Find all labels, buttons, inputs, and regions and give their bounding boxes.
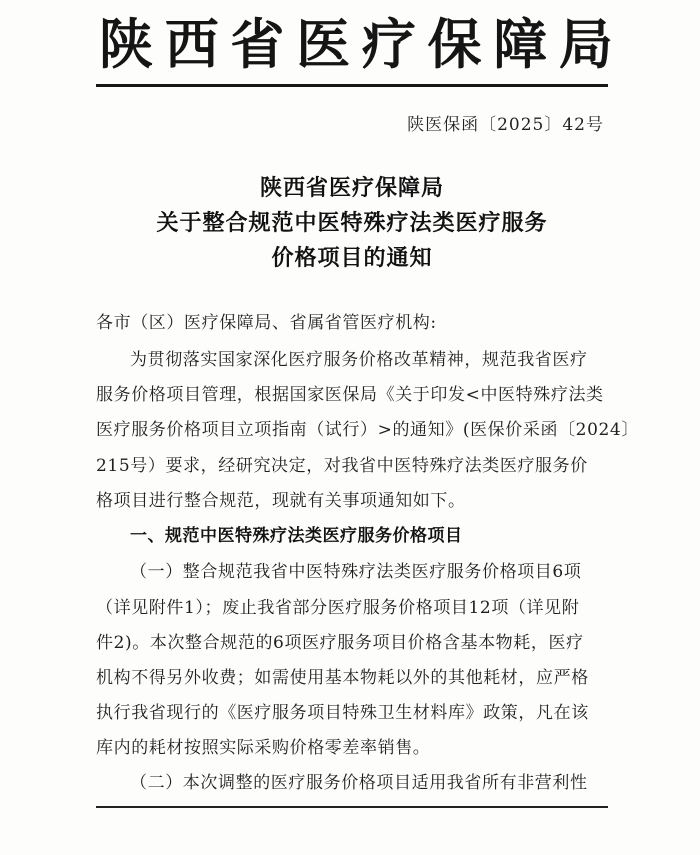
paragraph-2-line: （详见附件1）；废止我省部分医疗服务价格项目12项（详见附 xyxy=(96,598,580,618)
letterhead-divider xyxy=(96,84,608,87)
document-number: 陕医保函〔2025〕42号 xyxy=(407,115,604,135)
letterhead-char: 局 xyxy=(558,12,613,76)
paragraph-2-line: 库内的耗材按照实际采购价格零差率销售。 xyxy=(96,738,431,758)
letterhead-char: 医 xyxy=(296,12,351,76)
letterhead-char: 陕 xyxy=(99,12,153,76)
section-1-heading: 一、规范中医特殊疗法类医疗服务价格项目 xyxy=(130,526,463,546)
paragraph-1-line: 为贯彻落实国家深化医疗服务价格改革精神，规范我省医疗 xyxy=(130,350,588,370)
title-line-3: 价格项目的通知 xyxy=(271,246,433,271)
agency-letterhead xyxy=(96,8,616,80)
letterhead-char: 障 xyxy=(493,12,548,76)
paragraph-2-line: （一）整合规范我省中医特殊疗法类医疗服务价格项目6项 xyxy=(130,562,582,582)
paragraph-1-line: 215号）要求，经研究决定，对我省中医特殊疗法类医疗服务价 xyxy=(96,456,588,476)
letterhead-char: 保 xyxy=(427,12,482,76)
paragraph-1-line: 格项目进行整合规范，现就有关事项通知如下。 xyxy=(96,491,466,511)
page-bottom-divider xyxy=(96,806,608,808)
paragraph-2-line: 执行我省现行的《医疗服务项目特殊卫生材料库》政策，凡在该 xyxy=(96,703,589,723)
salutation: 各市（区）医疗保障局、省属省管医疗机构: xyxy=(96,313,437,333)
paragraph-1-line: 医疗服务价格项目立项指南（试行）>的通知》(医保价采函〔2024〕 xyxy=(96,420,639,440)
letterhead-char: 西 xyxy=(164,12,219,76)
paragraph-2-line: 件2)。本次整合规范的6项医疗服务项目价格含基本物耗，医疗 xyxy=(96,633,584,653)
letterhead-char: 省 xyxy=(230,12,285,76)
paragraph-2-line: 机构不得另外收费；如需使用基本物耗以外的其他耗材，应严格 xyxy=(96,668,589,688)
title-line-1: 陕西省医疗保障局 xyxy=(259,176,444,201)
title-line-2: 关于整合规范中医特殊疗法类医疗服务 xyxy=(156,211,548,236)
letterhead-char: 疗 xyxy=(361,12,416,76)
paragraph-1-line: 服务价格项目管理，根据国家医保局《关于印发<中医特殊疗法类 xyxy=(96,385,604,405)
paragraph-3-line: （二）本次调整的医疗服务价格项目适用我省所有非营利性 xyxy=(130,773,588,793)
